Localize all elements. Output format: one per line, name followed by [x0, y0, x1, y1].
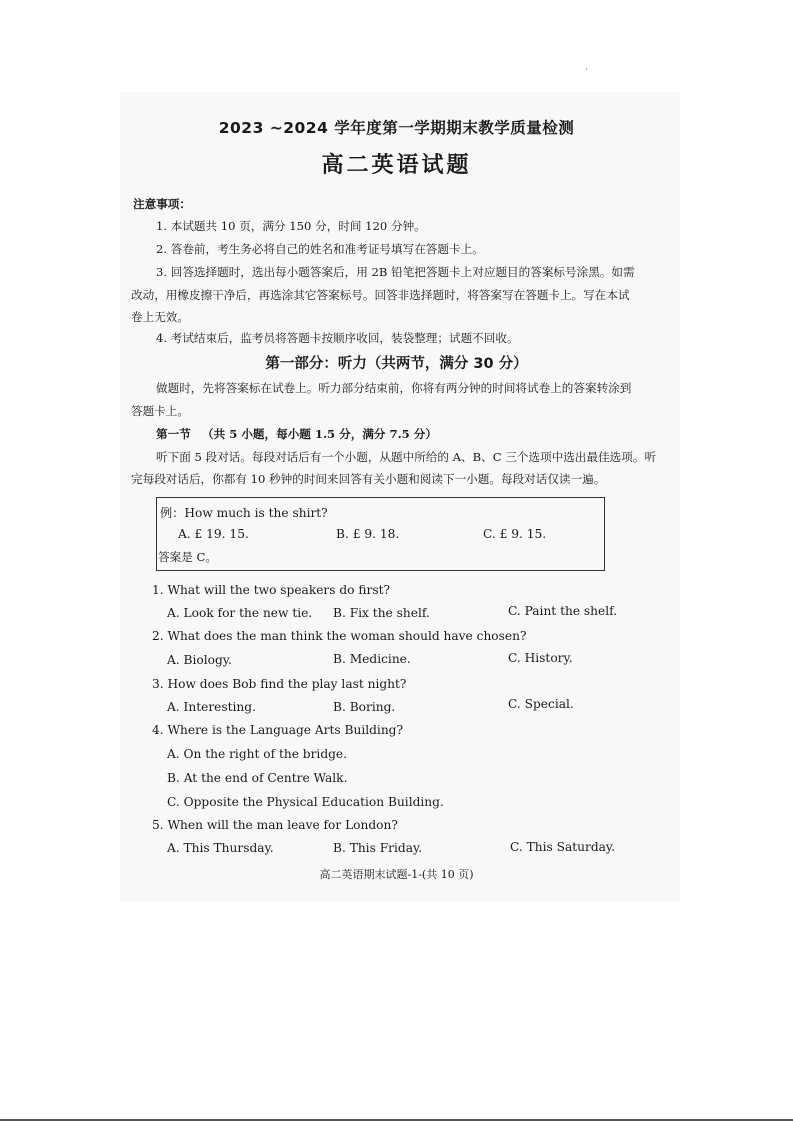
question-option: A. Biology.: [167, 653, 232, 667]
part1-title: 第一部分：听力（共两节，满分 30 分）: [265, 356, 528, 372]
question-option: B. Fix the shelf.: [333, 606, 430, 620]
note-item: 3. 回答选择题时，选出每小题答案后，用 2B 铅笔把答题卡上对应题目的答案标号涂黑。如需: [156, 265, 635, 279]
question-option: C. Special.: [508, 697, 574, 711]
question-option: C. This Saturday.: [510, 840, 616, 854]
exam-title: 2023 ~2024 学年度第一学期期末教学质量检测: [218, 119, 575, 137]
example-option-c: C. £ 9. 15.: [483, 527, 547, 541]
note-item: 1. 本试题共 10 页，满分 150 分，时间 120 分钟。: [156, 219, 426, 233]
note-item: 4. 考试结束后，监考员将答题卡按顺序收回，装袋整理；试题不回收。: [156, 331, 519, 345]
question-option: C. Paint the shelf.: [508, 604, 618, 618]
part1-intro: 做题时，先将答案标在试卷上。听力部分结束前，你将有两分钟的时间将试卷上的答案转涂到: [156, 381, 632, 395]
scan-mark: [586, 68, 587, 70]
section1-info: （共 5 小题，每小题 1.5 分，满分 7.5 分）: [202, 427, 437, 441]
example-option-a: A. £ 19. 15.: [178, 527, 249, 541]
note-item: 2. 答卷前，考生务必将自己的姓名和准考证号填写在答题卡上。: [156, 242, 484, 256]
section1-directions: 听下面 5 段对话。每段对话后有一个小题，从题中所给的 A、B、C 三个选项中选出最佳选项。听: [156, 450, 657, 464]
subject-title: 高二英语试题: [321, 153, 472, 178]
example-option-b: B. £ 9. 18.: [336, 527, 400, 541]
note-item: 改动，用橡皮擦干净后，再选涂其它答案标号。回答非选择题时，将答案写在答题卡上。写在本试: [131, 288, 630, 302]
note-item: 卷上无效。: [131, 310, 189, 324]
section1-label: 第一节: [156, 427, 191, 441]
question-option: B. This Friday.: [333, 841, 423, 855]
question-stem: 3. How does Bob find the play last night?: [152, 677, 407, 691]
question-stem: 5. When will the man leave for London?: [152, 818, 398, 832]
question-option: C. Opposite the Physical Education Building.: [167, 795, 444, 809]
question-stem: 4. Where is the Language Arts Building?: [152, 723, 404, 737]
example-question: 例：How much is the shirt?: [160, 506, 328, 520]
question-stem: 2. What does the man think the woman should have chosen?: [152, 629, 527, 643]
section1-directions: 完每段对话后，你都有 10 秒钟的时间来回答有关小题和阅读下一小题。每段对话仅读一遍。: [131, 472, 606, 486]
notes-heading: 注意事项：: [133, 197, 191, 211]
question-option: A. This Thursday.: [167, 841, 274, 855]
question-option: A. On the right of the bridge.: [167, 747, 348, 761]
question-option: B. Medicine.: [333, 652, 411, 666]
part1-intro: 答题卡上。: [131, 404, 189, 418]
question-option: B. At the end of Centre Walk.: [167, 771, 348, 785]
question-option: B. Boring.: [333, 700, 396, 714]
bottom-border: [0, 1119, 793, 1121]
question-option: A. Look for the new tie.: [167, 606, 313, 620]
question-stem: 1. What will the two speakers do first?: [152, 583, 391, 597]
page-footer: 高二英语期末试题-1-(共 10 页): [319, 868, 474, 881]
example-answer: 答案是 C。: [158, 550, 217, 564]
question-option: C. History.: [508, 651, 573, 665]
question-option: A. Interesting.: [167, 700, 256, 714]
